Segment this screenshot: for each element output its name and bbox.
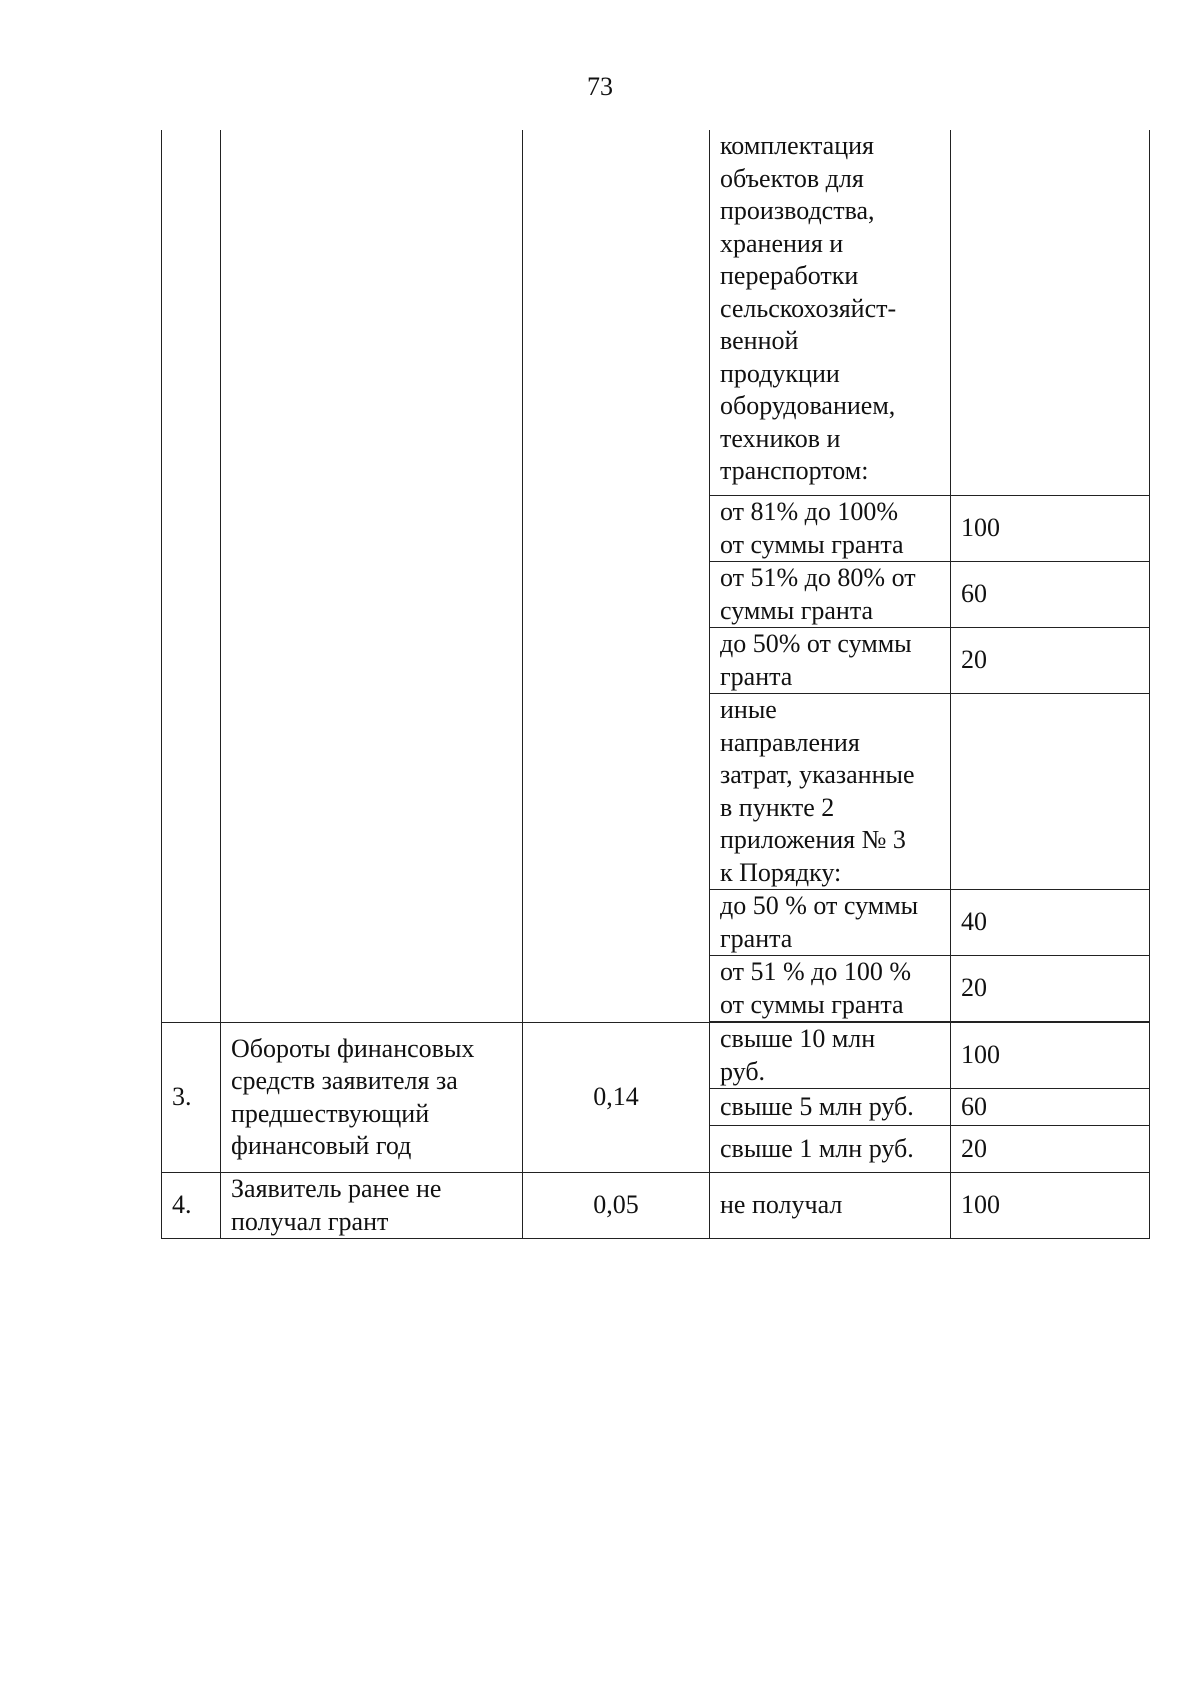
table-row	[162, 1173, 1150, 1239]
score-cell: 40	[951, 890, 1150, 956]
option-line: свыше 10 млн	[720, 1024, 876, 1053]
intro-line: переработки	[720, 261, 859, 290]
option-line: от 51% до 80% от	[720, 563, 916, 592]
score-cell: 60	[951, 562, 1150, 628]
option-line: гранта	[720, 923, 793, 953]
criterion-cell-empty	[221, 130, 523, 1023]
score-cell: 100	[951, 1173, 1150, 1239]
criterion-line: получал грант	[231, 1206, 389, 1236]
criterion-line: финансовый год	[231, 1131, 412, 1160]
intro-line: комплектация	[720, 131, 874, 160]
coefficient-cell: 0,05	[523, 1173, 710, 1239]
row-number: 3.	[162, 1023, 221, 1173]
option-line: от 51 % до 100 %	[720, 957, 912, 986]
score-cell: 20	[951, 1126, 1150, 1173]
option-line: руб.	[720, 1056, 766, 1086]
option-line: суммы гранта	[720, 595, 874, 625]
option-line: к Порядку:	[720, 857, 842, 887]
option-cell	[710, 890, 951, 956]
criterion-cell	[221, 1023, 523, 1173]
intro-line: хранения и	[720, 228, 844, 258]
intro-line: транспортом:	[720, 456, 869, 485]
intro-line: техников и	[720, 423, 841, 453]
option-intro-cell	[710, 130, 951, 496]
score-cell-empty	[951, 130, 1150, 496]
option-line: приложения № 3	[720, 825, 906, 854]
option-cell	[710, 628, 951, 694]
option-line: до 50 % от суммы	[720, 891, 919, 920]
option-cell	[710, 956, 951, 1022]
option-line: свыше 5 млн руб.	[720, 1091, 914, 1121]
option-line: в пункте 2	[720, 792, 835, 822]
intro-line: объектов для	[720, 163, 864, 193]
option-line: до 50% от суммы	[720, 629, 912, 658]
score-cell: 100	[951, 1023, 1150, 1089]
intro-line: венной	[720, 326, 799, 355]
criteria-table	[161, 130, 1150, 1239]
criterion-line: Обороты финансовых	[231, 1033, 475, 1063]
option-cell	[710, 1023, 951, 1089]
score-cell: 20	[951, 628, 1150, 694]
num-cell-empty	[162, 130, 221, 1023]
option-cell	[710, 496, 951, 562]
score-cell: 60	[951, 1089, 1150, 1126]
intro-line: продукции	[720, 358, 840, 388]
score-cell-empty	[951, 694, 1150, 890]
criterion-line: средств заявителя за	[231, 1066, 458, 1095]
option-line: от суммы гранта	[720, 529, 904, 559]
option-line: затрат, указанные	[720, 760, 915, 789]
criterion-line: предшествующий	[231, 1098, 430, 1128]
criterion-cell	[221, 1173, 523, 1239]
option-cell	[710, 1126, 951, 1173]
option-cell	[710, 1089, 951, 1126]
table-row	[162, 1023, 1150, 1089]
option-cell: не получал	[710, 1173, 951, 1239]
score-cell: 20	[951, 956, 1150, 1022]
option-cell	[710, 562, 951, 628]
option-line: гранта	[720, 661, 793, 691]
table-row	[162, 130, 1150, 496]
intro-line: оборудованием,	[720, 391, 896, 420]
option-line: свыше 1 млн руб.	[720, 1133, 914, 1163]
row-number: 4.	[162, 1173, 221, 1239]
coef-cell-empty	[523, 130, 710, 1023]
coefficient-cell: 0,14	[523, 1023, 710, 1173]
option-line: иные	[720, 695, 777, 724]
option-line: направления	[720, 727, 860, 757]
option-line: от суммы гранта	[720, 989, 904, 1019]
option-other-cell	[710, 694, 951, 890]
page-number: 73	[587, 72, 613, 101]
criterion-line: Заявитель ранее не	[231, 1174, 442, 1203]
intro-line: производства,	[720, 196, 875, 225]
option-line: от 81% до 100%	[720, 497, 899, 526]
intro-line: сельскохозяйст-	[720, 293, 897, 323]
score-cell: 100	[951, 496, 1150, 562]
